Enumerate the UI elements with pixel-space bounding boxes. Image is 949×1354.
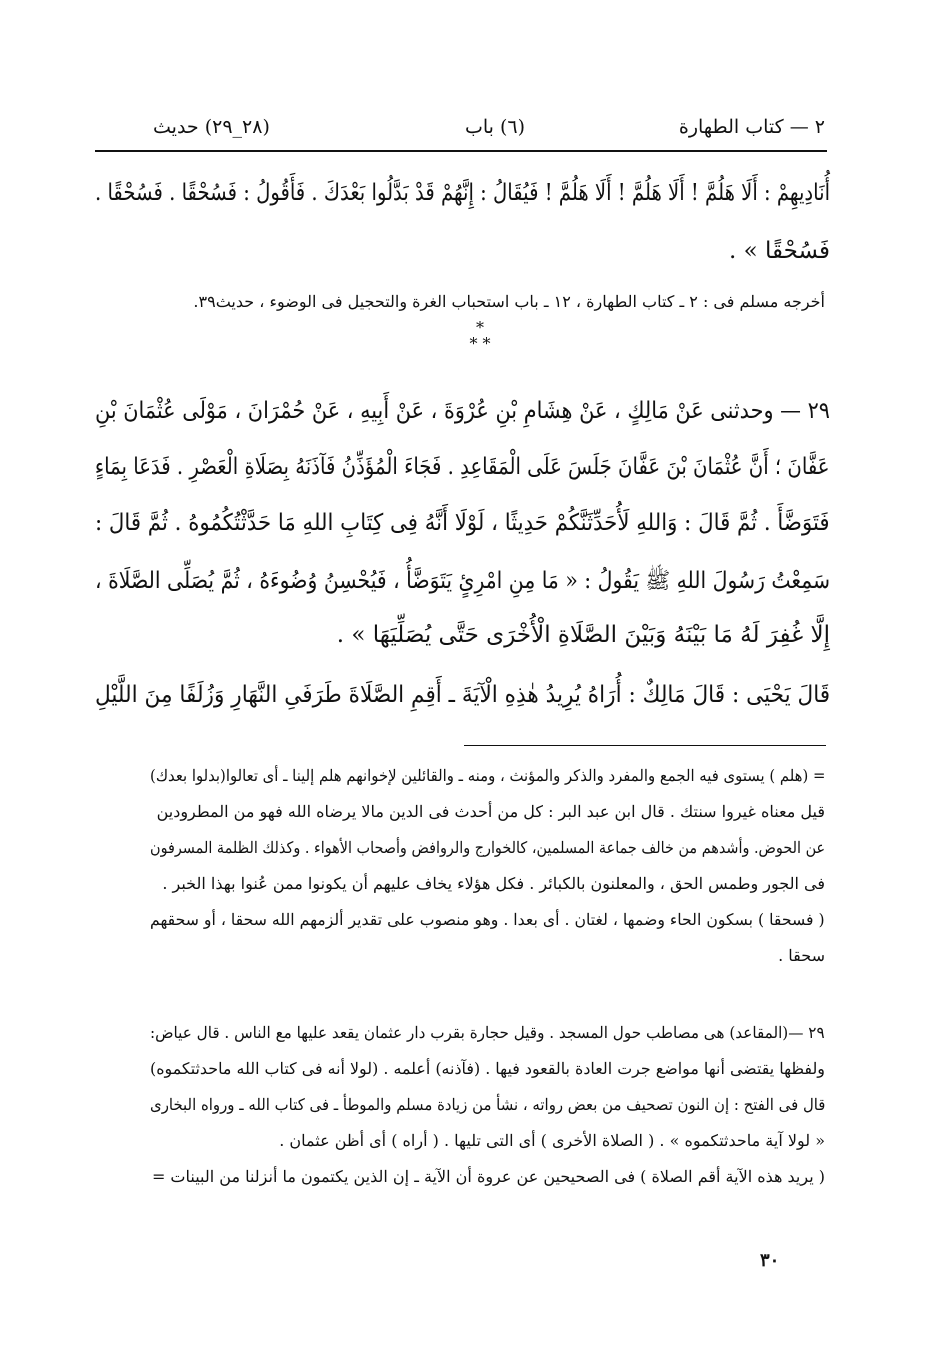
- footnote-line: = (هلم ) يستوى فيه الجمع والمفرد والذكر والمؤنث ، ومنه ـ والقائلين لإخوانهم هلم إلينا ـ أى تعالوا(بدلوا بعدك): [149, 766, 825, 785]
- separator-star-top: *: [476, 318, 484, 337]
- footnote-line: قال فى الفتح : إن النون تصحيف من بعض رواته ، نشأ من زيادة مسلم والموطأ ـ فى كتاب الله ـ ورواه البخارى: [149, 1095, 825, 1114]
- section-separator: [455, 320, 505, 360]
- footnote-line: ولفظها يقتضى أنها مواضع جرت العادة بالقعود فيها . (فآذنه) أعلمه . (لولا أنه فى كتاب الله ماحدثتكموه): [150, 1059, 825, 1078]
- header-hadith-range: (٢٨_٢٩) حديث: [153, 116, 270, 138]
- footnote-line: سحقا .: [778, 946, 825, 965]
- footnote-line: فى الجور وطمس الحق ، والمعلنون بالكبائر . فكل هؤلاء يخاف عليهم أن يكونوا ممن عُنوا بهذا الخبر .: [162, 874, 825, 893]
- footnote-line: ( فسحقا ) بسكون الحاء وضمها ، لغتان . أى بعدا . وهو منصوب على تقدير ألزمهم الله سحقا ، أو سحقهم: [150, 910, 825, 929]
- separator-stars-bottom: * *: [469, 334, 491, 353]
- footnote-line: قيل معناه غيروا سنتك . قال ابن عبد البر : كل من أحدث فى الدين مالا يرضاه الله فهو من المطرودين: [156, 802, 825, 821]
- header-rule: [95, 150, 827, 152]
- footnote-line: « لولا آية ماحدثتكموه » . ( الصلاة الأخرى ) أى التى تليها . ( أراه ) أى أظن عثمان .: [279, 1131, 825, 1150]
- source-note-text: أخرجه مسلم فى : ٢ ـ كتاب الطهارة ، ١٢ ـ باب استحباب الغرة والتحجيل فى الوضوء ، حديث٣٩.: [193, 292, 825, 311]
- top-passage-line: أُنَادِيهِمْ : أَلَا هَلُمَّ ! أَلَا هَلُمَّ ! أَلَا هَلُمَّ ! فَيُقَالُ : إِنَّهُمْ قَدْ بَدَّلُوا بَعْدَكَ . فَأَقُولُ : فَسُحْقًا . فَسُحْقًا .: [94, 180, 830, 206]
- header-chapter: ٢ — كتاب الطهارة: [678, 116, 825, 138]
- source-note: [95, 292, 825, 318]
- hadith-line: عَفَّانَ ؛ أَنَّ عُثْمَانَ بْنَ عَفَّانَ جَلَسَ عَلَى الْمَقَاعِدِ . فَجَاءَ الْمُؤَذِّنُ فَآذَنَهُ بِصَلَاةِ الْعَصْرِ . فَدَعَا بِمَاءٍ: [95, 454, 830, 480]
- running-header: [95, 112, 825, 148]
- footnotes-continued: [150, 766, 825, 1006]
- footnote-line: ( يريد هذه الآية أقم الصلاة ) فى الصحيحين عن عروة أن الآية ـ إن الذين يكتمون ما أنزلنا من البينات =: [151, 1167, 825, 1186]
- footnotes-hadith-29: [150, 1023, 825, 1223]
- yahya-line: قَالَ يَحْيَى : قَالَ مَالِكٌ : أُرَاهُ يُرِيدُ هٰذِهِ الْآيَةَ ـ أَقِمِ الصَّلَاةَ طَرَفَىِ النَّهَارِ وَزُلَفًا مِنَ اللَّيْلِ: [94, 682, 830, 708]
- footnote-rule: [464, 745, 826, 746]
- header-bab: (٦) باب: [464, 116, 525, 138]
- top-passage: [95, 180, 830, 280]
- hadith-line: ٢٩ — وحدثنى عَنْ مَالِكٍ ، عَنْ هِشَامِ بْنِ عُرْوَةَ ، عَنْ أَبِيهِ ، عَنْ حُمْرَانَ ، مَوْلَى عُثْمَانَ بْنِ: [95, 398, 830, 424]
- yahya-statement: [95, 682, 830, 722]
- footnote-line: عن الحوض. وأشدهم من خالف جماعة المسلمين، كالخوارج والروافض وأصحاب الأهواء . وكذلك الظلمة المسرفون: [149, 838, 825, 857]
- top-passage-line: فَسُحْقًا » .: [728, 238, 830, 264]
- hadith-line: فَتَوَضَّأَ . ثُمَّ قَالَ : وَاللهِ لَأُحَدِّثَنَّكُمْ حَدِيثًا ، لَوْلَا أَنَّهُ فِى كِتَابِ اللهِ مَا حَدَّثْتُكُمُوهُ . ثُمَّ قَالَ :: [95, 510, 830, 536]
- footnote-line: ٢٩ —(المقاعد) هى مصاطب حول المسجد . وقيل حجارة بقرب دار عثمان يقعد عليها مع الناس . قال عياض:: [150, 1023, 825, 1042]
- hadith-line: إِلَّا غُفِرَ لَهُ مَا بَيْنَهُ وَبَيْنَ الصَّلَاةِ الْأُخْرَى حَتَّى يُصَلِّيَهَا » .: [336, 622, 830, 648]
- hadith-line: سَمِعْتُ رَسُولَ اللهِ ﷺ يَقُولُ : « مَا مِنِ امْرِئٍ يَتَوَضَّأُ ، فَيُحْسِنُ وُضُوءَهُ ، ثُمَّ يُصَلِّى الصَّلَاةَ ،: [94, 568, 830, 594]
- hadith-29: [95, 398, 830, 678]
- page-number: ٣٠: [760, 1250, 780, 1271]
